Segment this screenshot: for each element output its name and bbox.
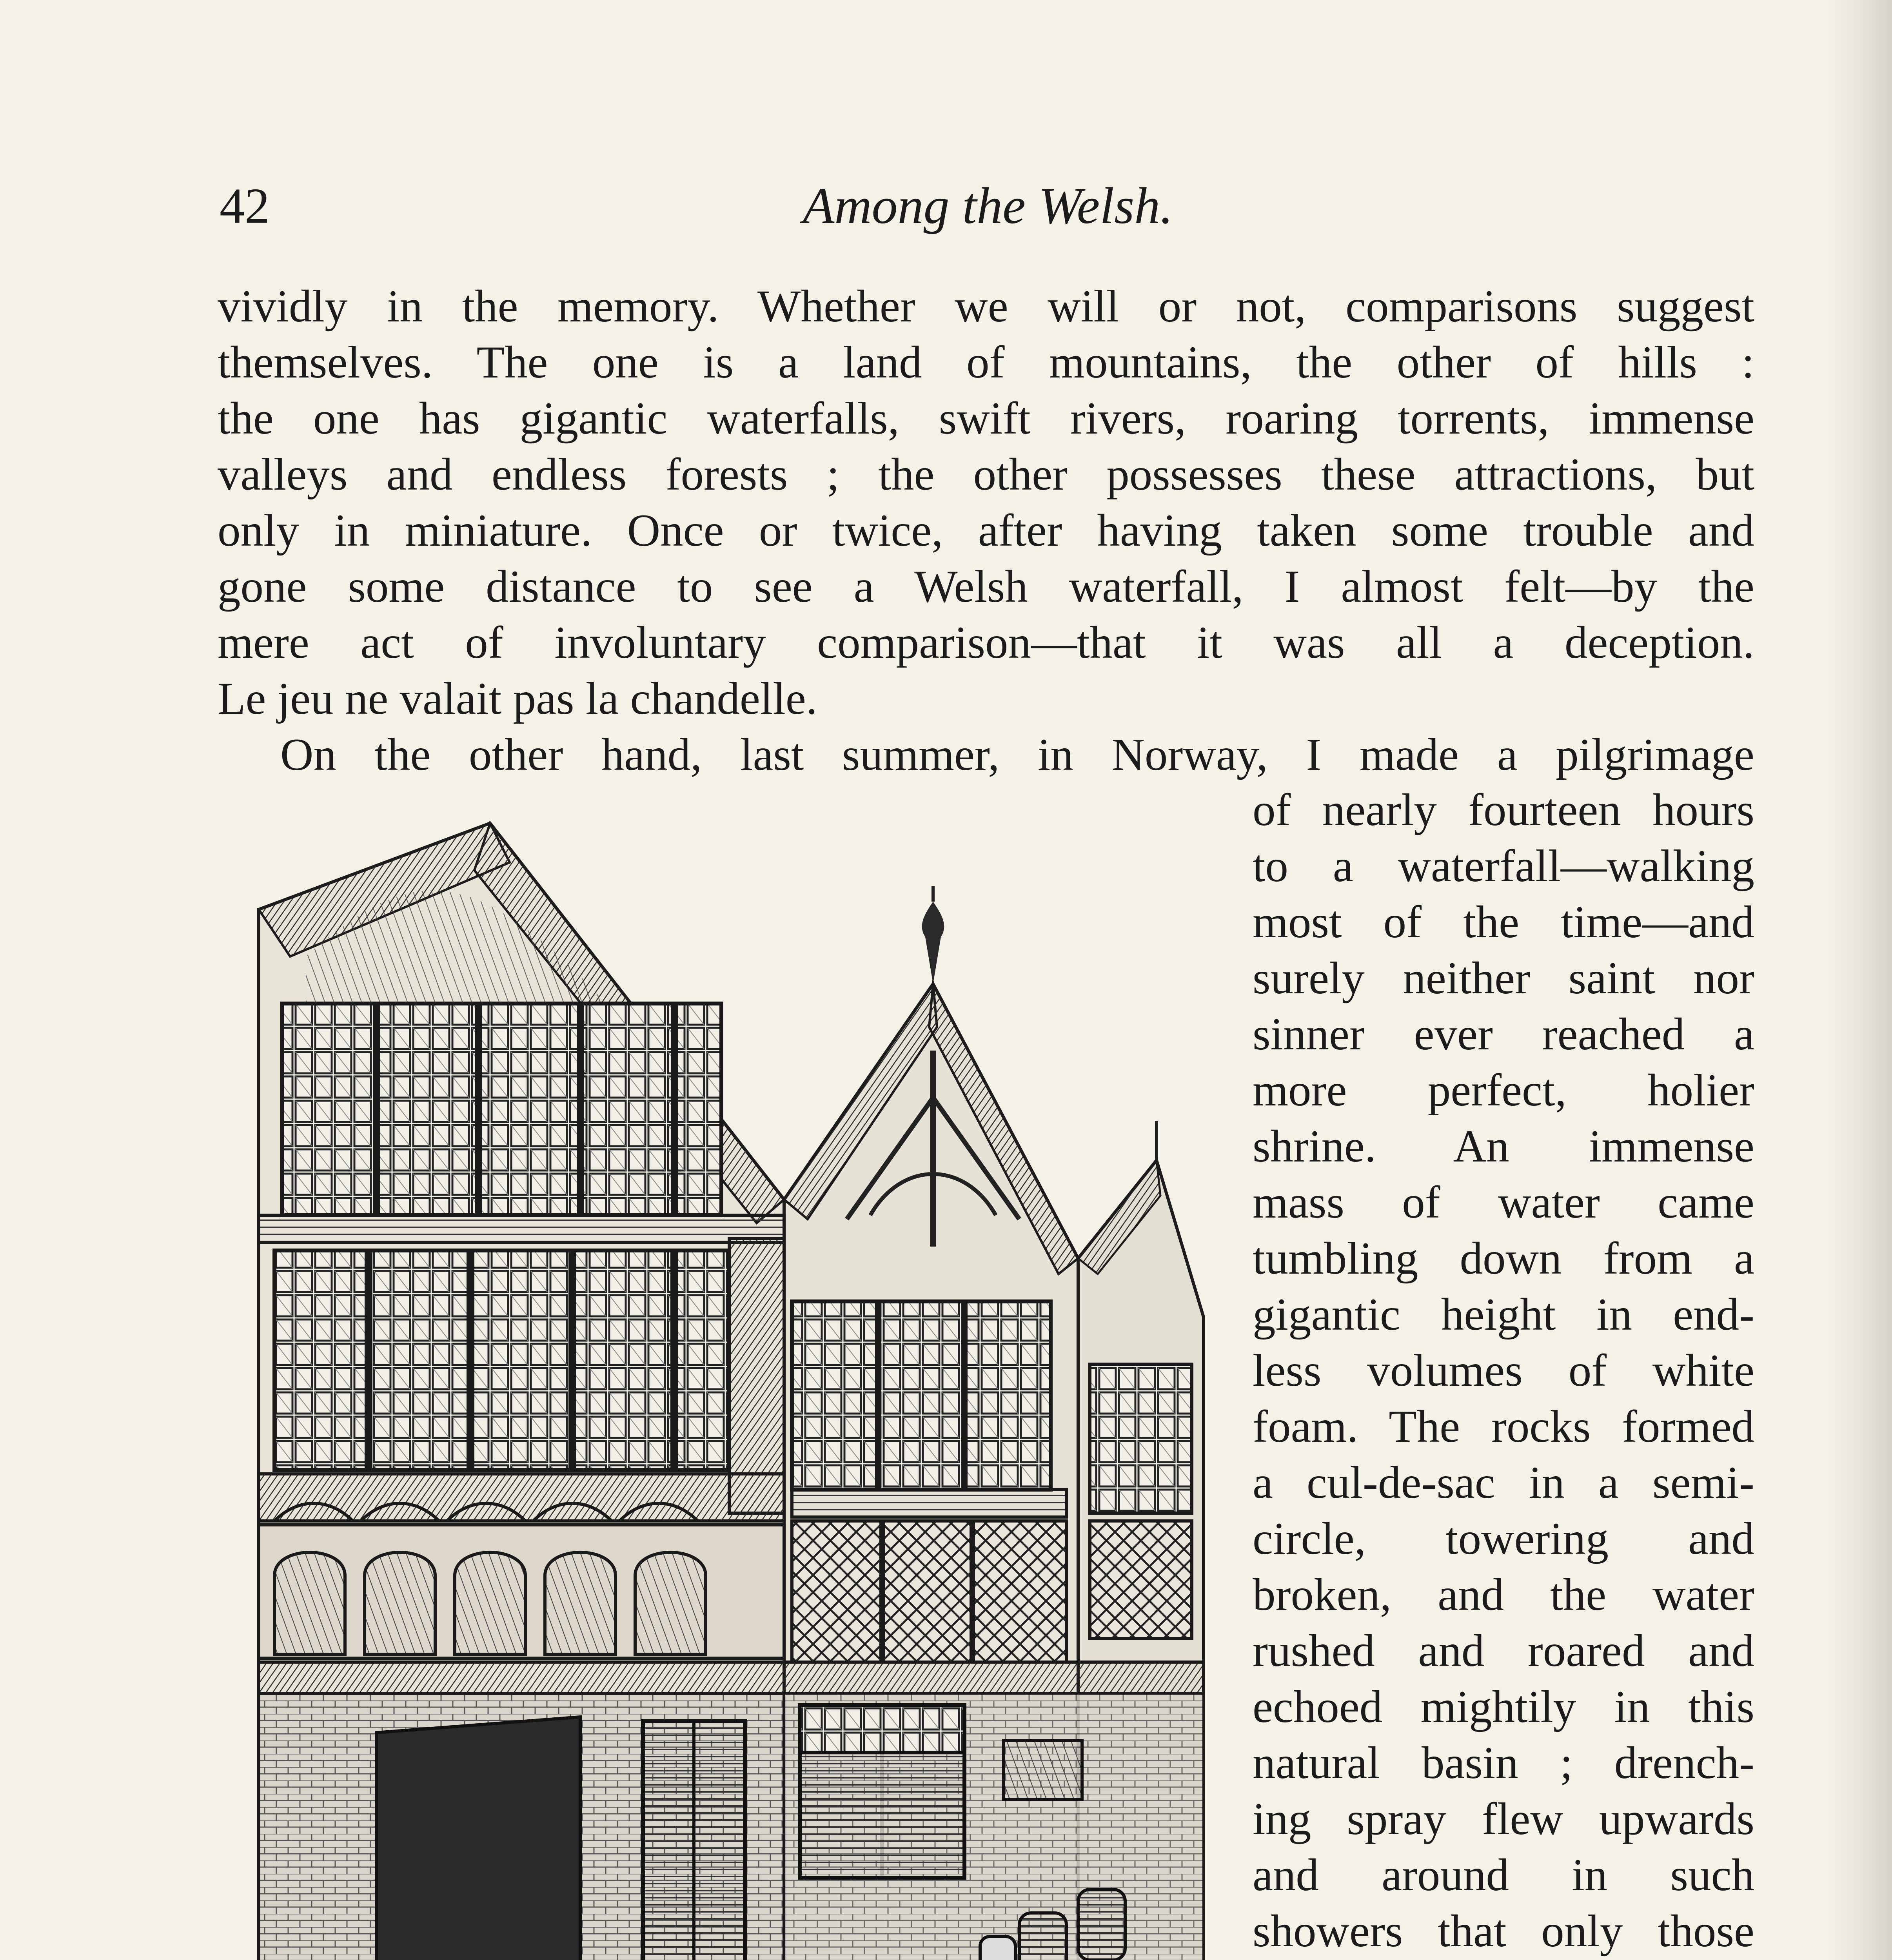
- paragraph-1: [218, 278, 1754, 727]
- paragraph-2-start: [218, 727, 1754, 783]
- text-line: circle, towering and: [1253, 1514, 1754, 1564]
- text-line: gigantic height in end-: [1253, 1289, 1754, 1340]
- text-line: the one has gigantic waterfalls, swift rivers, roaring torrents, immense: [218, 393, 1754, 444]
- text-line: vividly in the memory. Whether we will or not, comparisons suggest: [218, 281, 1754, 332]
- text-line: rushed and roared and: [1253, 1626, 1754, 1676]
- text-line: tumbling down from a: [1253, 1233, 1754, 1284]
- text-line: more perfect, holier: [1253, 1065, 1754, 1116]
- text-block-top: [218, 278, 1754, 783]
- text-line: valleys and endless forests ; the other possesses these attractions, but: [218, 449, 1754, 500]
- text-line: On the other hand, last summer, in Norway, I made a pilgrimage: [280, 730, 1754, 780]
- running-title: Among the Welsh.: [803, 177, 1173, 234]
- page-number: 42: [220, 178, 270, 234]
- text-line: a cul-de-sac in a semi-: [1253, 1457, 1754, 1508]
- text-line: sinner ever reached a: [1253, 1009, 1754, 1060]
- text-line: echoed mightily in this: [1253, 1682, 1754, 1732]
- text-line: ing spray flew upwards: [1253, 1794, 1754, 1844]
- text-line: natural basin ; drench-: [1253, 1738, 1754, 1788]
- text-line: foam. The rocks formed: [1253, 1401, 1754, 1452]
- text-line: showers that only those: [1253, 1906, 1754, 1956]
- text-line: surely neither saint nor: [1253, 953, 1754, 1004]
- text-line: mere act of involuntary comparison—that it was all a deception.: [218, 617, 1754, 668]
- stanley-house-illustration: [235, 808, 1207, 1960]
- text-line: to a waterfall—walking: [1253, 841, 1754, 891]
- text-line: Le jeu ne valait pas la chandelle.: [218, 673, 818, 724]
- text-line: only in miniature. Once or twice, after having taken some trouble and: [218, 505, 1754, 556]
- engraving-stanley-house: [235, 808, 1207, 1960]
- text-line: gone some distance to see a Welsh waterfall, I almost felt—by the: [218, 561, 1754, 612]
- text-wrap-column: [1253, 782, 1754, 1960]
- text-line: most of the time—and: [1253, 897, 1754, 947]
- page-gutter-shadow: [1829, 0, 1892, 1960]
- text-line: broken, and the water: [1253, 1570, 1754, 1620]
- text-line: shrine. An immense: [1253, 1121, 1754, 1172]
- text-line: themselves. The one is a land of mountains, the other of hills :: [218, 337, 1754, 388]
- text-line: and around in such: [1253, 1850, 1754, 1900]
- page-header: [220, 172, 1756, 251]
- text-line: of nearly fourteen hours: [1253, 785, 1754, 835]
- text-line: less volumes of white: [1253, 1345, 1754, 1396]
- text-line: mass of water came: [1253, 1177, 1754, 1228]
